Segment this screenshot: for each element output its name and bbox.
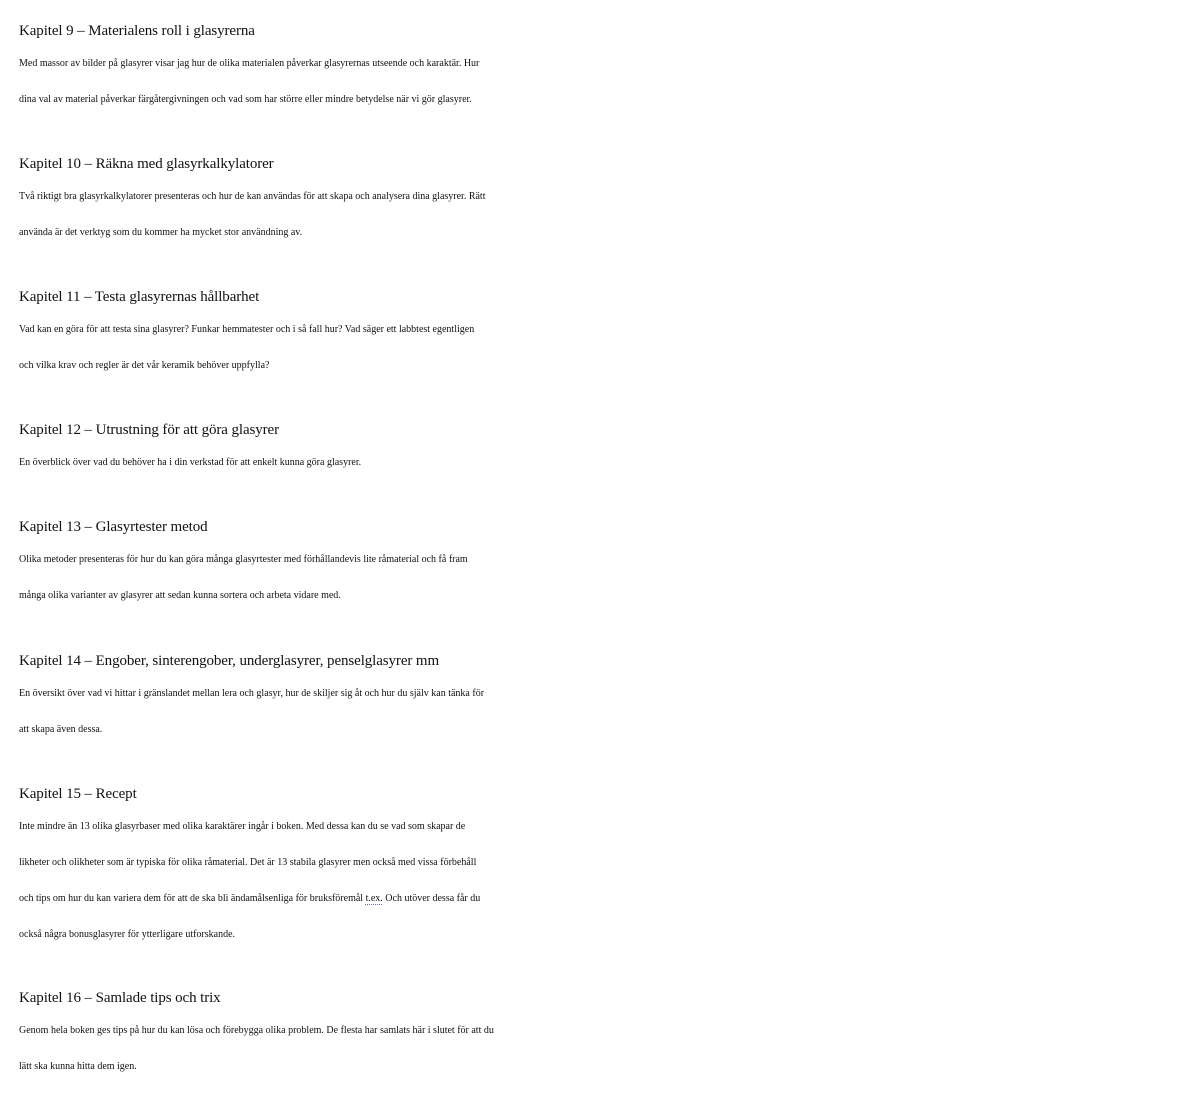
chapter-heading: Kapitel 15 – Recept (19, 786, 137, 802)
chapter-heading: Kapitel 11 – Testa glasyrernas hållbarhet (19, 289, 260, 305)
paragraph-line: och vilka krav och regler är det vår keramik behöver uppfylla? (19, 360, 270, 371)
paragraph-line: använda är det verktyg som du kommer ha mycket stor användning av. (19, 227, 303, 238)
paragraph-text: och tips om hur du kan variera dem för att de ska bli ändamålsenliga för bruksföremål (19, 893, 366, 904)
paragraph-line: Inte mindre än 13 olika glasyrbaser med olika karaktärer ingår i boken. Med dessa kan du se vad som skapar de (19, 821, 466, 832)
chapter-heading: Kapitel 10 – Räkna med glasyrkalkylatorer (19, 156, 274, 172)
paragraph-line: Genom hela boken ges tips på hur du kan lösa och förebygga olika problem. De flesta har samlats här i slutet för att du (19, 1025, 494, 1036)
paragraph-line: Vad kan en göra för att testa sina glasyrer? Funkar hemmatester och i så fall hur? Vad säger ett labbtest egentligen (19, 324, 475, 335)
chapter-heading: Kapitel 13 – Glasyrtester metod (19, 519, 208, 535)
abbreviation-spellcheck: t.ex. (365, 893, 383, 904)
paragraph-line: En överblick över vad du behöver ha i din verkstad för att enkelt kunna göra glasyrer. (19, 457, 362, 468)
paragraph-text: Och utöver dessa får du (382, 893, 481, 904)
chapter-heading: Kapitel 12 – Utrustning för att göra glasyrer (19, 422, 280, 438)
paragraph-line: dina val av material påverkar färgåtergivningen och vad som har större eller mindre betydelse när vi gör glasyrer. (19, 94, 472, 105)
chapter-16 (19, 983, 1191, 1085)
paragraph-line: En översikt över vad vi hittar i gränslandet mellan lera och glasyr, hur de skiljer sig åt och hur du själv kan tänka för (19, 688, 485, 699)
paragraph-line: Olika metoder presenteras för hur du kan göra många glasyrtester med förhållandevis lite råmaterial och få fram (19, 554, 468, 565)
paragraph-line (19, 881, 1191, 917)
chapter-heading: Kapitel 14 – Engober, sinterengober, underglasyrer, penselglasyrer mm (19, 653, 440, 669)
chapter-12 (19, 415, 1191, 481)
paragraph-line: många olika varianter av glasyrer att sedan kunna sortera och arbeta vidare med. (19, 590, 341, 601)
paragraph-line: likheter och olikheter som är typiska för olika råmaterial. Det är 13 stabila glasyrer men också med vissa förbehåll (19, 857, 477, 868)
paragraph-line: att skapa även dessa. (19, 724, 103, 735)
chapter-10 (19, 149, 1191, 251)
chapter-heading: Kapitel 9 – Materialens roll i glasyrerna (19, 23, 255, 39)
paragraph-line: Med massor av bilder på glasyrer visar jag hur de olika materialen påverkar glasyrernas utseende och karaktär. Hur (19, 58, 480, 69)
chapter-13 (19, 512, 1191, 614)
chapter-9 (19, 16, 1191, 118)
paragraph-line: Två riktigt bra glasyrkalkylatorer presenteras och hur de kan användas för att skapa och analysera dina glasyrer. Rätt (19, 191, 486, 202)
chapter-heading: Kapitel 16 – Samlade tips och trix (19, 990, 221, 1006)
paragraph-line: också några bonusglasyrer för ytterligare utforskande. (19, 929, 236, 940)
chapter-15 (19, 779, 1191, 953)
paragraph-line: lätt ska kunna hitta dem igen. (19, 1061, 137, 1072)
chapter-14 (19, 646, 1191, 748)
chapter-11 (19, 282, 1191, 384)
